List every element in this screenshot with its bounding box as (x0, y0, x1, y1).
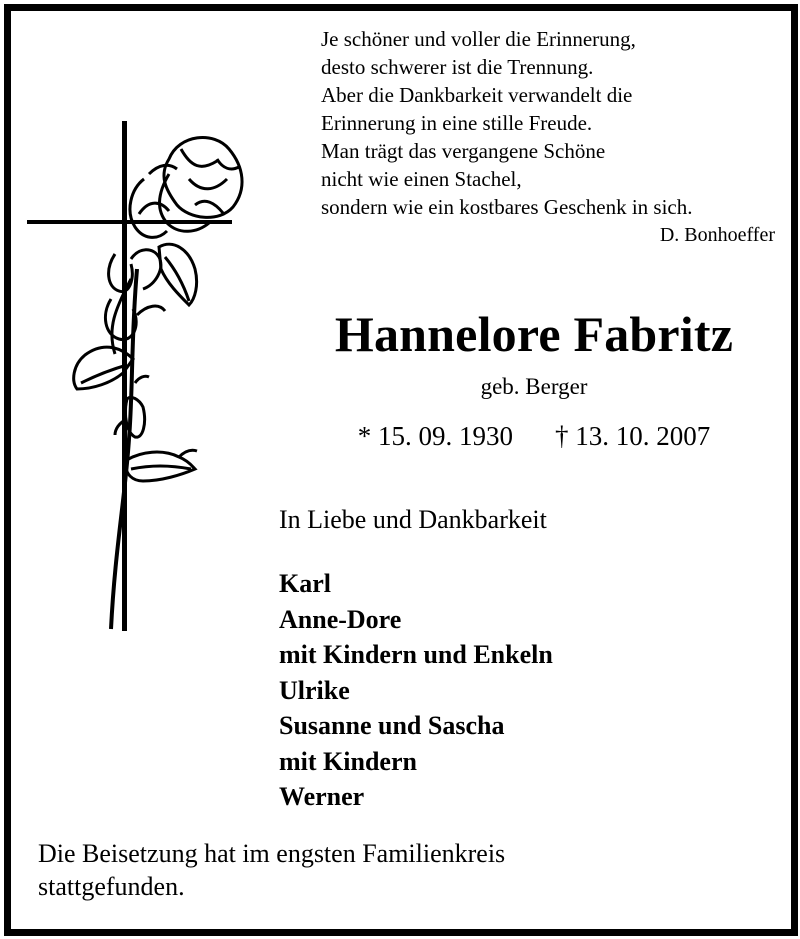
mourner-entry: Susanne und Sascha (279, 711, 505, 740)
mourner-entry: Ulrike (279, 675, 350, 705)
poem-line: Man trägt das vergangene Schöne (321, 139, 606, 163)
birth-date: * 15. 09. 1930 (357, 421, 513, 451)
burial-note-line: stattgefunden. (38, 872, 185, 901)
deceased-name: Hannelore Fabritz (334, 306, 734, 362)
mourner-entry: Anne-Dore (279, 604, 402, 634)
poem-author: D. Bonhoeffer (659, 224, 775, 246)
mourners-list (279, 566, 553, 815)
burial-note (38, 837, 505, 903)
poem-line: sondern wie ein kostbares Geschenk in sich. (321, 195, 693, 219)
life-dates (279, 421, 789, 452)
poem-quote (321, 25, 776, 249)
poem-line: nicht wie einen Stachel, (321, 167, 522, 191)
poem-line: desto schwerer ist die Trennung. (321, 55, 594, 79)
poem-line: Erinnerung in eine stille Freude. (321, 111, 593, 135)
poem-line: Aber die Dankbarkeit verwandelt die (321, 83, 633, 107)
dedication: In Liebe und Dankbarkeit (279, 505, 547, 534)
mourner-entry: Werner (279, 782, 365, 811)
mourner-entry: mit Kindern (279, 746, 417, 776)
obituary-notice (4, 4, 798, 936)
cross-rose-illustration (19, 119, 259, 639)
maiden-name: geb. Berger (480, 374, 588, 399)
burial-note-line: Die Beisetzung hat im engsten Familienkreis (38, 839, 506, 868)
mourner-entry: Karl (279, 569, 331, 598)
mourner-entry: mit Kindern und Enkeln (279, 640, 553, 669)
poem-line: Je schöner und voller die Erinnerung, (321, 27, 636, 51)
death-date: † 13. 10. 2007 (555, 421, 711, 451)
